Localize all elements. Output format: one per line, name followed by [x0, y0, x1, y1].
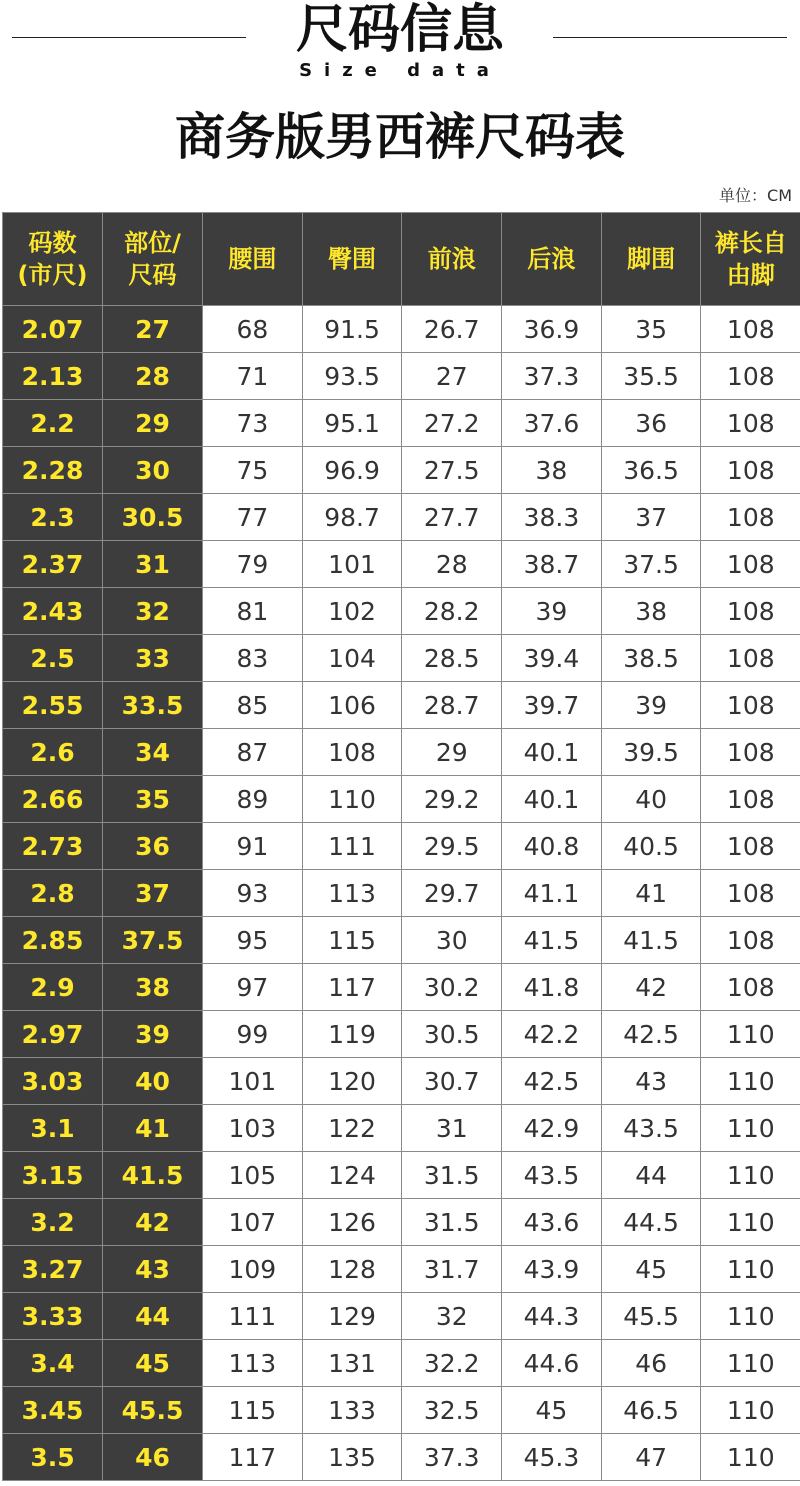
column-header: 前浪	[402, 213, 502, 306]
size-cell: 38	[103, 964, 203, 1011]
measurement-cell: 93	[203, 870, 303, 917]
size-cell: 41.5	[103, 1152, 203, 1199]
table-row	[3, 682, 800, 729]
size-cell: 32	[103, 588, 203, 635]
measurement-cell: 36.5	[601, 447, 701, 494]
measurement-cell: 44	[601, 1152, 701, 1199]
column-header: 部位/ 尺码	[103, 213, 203, 306]
size-code-cell: 3.4	[3, 1340, 103, 1387]
measurement-cell: 27.5	[402, 447, 502, 494]
measurement-cell: 44.3	[502, 1293, 602, 1340]
measurement-cell: 37.3	[502, 353, 602, 400]
measurement-cell: 107	[203, 1199, 303, 1246]
size-code-cell: 3.27	[3, 1246, 103, 1293]
measurement-cell: 28.5	[402, 635, 502, 682]
measurement-cell: 117	[302, 964, 402, 1011]
size-code-cell: 3.03	[3, 1058, 103, 1105]
measurement-cell: 104	[302, 635, 402, 682]
size-cell: 45	[103, 1340, 203, 1387]
measurement-cell: 28.2	[402, 588, 502, 635]
size-cell: 34	[103, 729, 203, 776]
measurement-cell: 40.8	[502, 823, 602, 870]
measurement-cell: 108	[701, 588, 800, 635]
measurement-cell: 32.2	[402, 1340, 502, 1387]
size-table	[2, 212, 800, 1481]
measurement-cell: 110	[701, 1199, 800, 1246]
measurement-cell: 32	[402, 1293, 502, 1340]
table-row	[3, 353, 800, 400]
measurement-cell: 40.5	[601, 823, 701, 870]
measurement-cell: 110	[701, 1387, 800, 1434]
measurement-cell: 131	[302, 1340, 402, 1387]
measurement-cell: 30.7	[402, 1058, 502, 1105]
measurement-cell: 87	[203, 729, 303, 776]
size-code-cell: 3.15	[3, 1152, 103, 1199]
measurement-cell: 38.3	[502, 494, 602, 541]
measurement-cell: 106	[302, 682, 402, 729]
size-cell: 41	[103, 1105, 203, 1152]
measurement-cell: 45	[502, 1387, 602, 1434]
size-cell: 28	[103, 353, 203, 400]
measurement-cell: 108	[701, 823, 800, 870]
table-row	[3, 635, 800, 682]
measurement-cell: 43.9	[502, 1246, 602, 1293]
size-code-cell: 2.55	[3, 682, 103, 729]
measurement-cell: 83	[203, 635, 303, 682]
measurement-cell: 111	[302, 823, 402, 870]
measurement-cell: 38	[601, 588, 701, 635]
table-row	[3, 729, 800, 776]
table-row	[3, 588, 800, 635]
size-cell: 42	[103, 1199, 203, 1246]
measurement-cell: 110	[701, 1152, 800, 1199]
table-body	[3, 306, 800, 1481]
measurement-cell: 41.1	[502, 870, 602, 917]
measurement-cell: 68	[203, 306, 303, 353]
column-header: 腰围	[203, 213, 303, 306]
measurement-cell: 113	[302, 870, 402, 917]
measurement-cell: 108	[701, 776, 800, 823]
column-header: 裤长自 由脚	[701, 213, 800, 306]
size-cell: 29	[103, 400, 203, 447]
measurement-cell: 43.5	[502, 1152, 602, 1199]
measurement-cell: 27.7	[402, 494, 502, 541]
size-code-cell: 2.97	[3, 1011, 103, 1058]
table-row	[3, 1199, 800, 1246]
measurement-cell: 28	[402, 541, 502, 588]
measurement-cell: 110	[701, 1340, 800, 1387]
measurement-cell: 36.9	[502, 306, 602, 353]
size-code-cell: 2.5	[3, 635, 103, 682]
measurement-cell: 105	[203, 1152, 303, 1199]
measurement-cell: 29.7	[402, 870, 502, 917]
measurement-cell: 71	[203, 353, 303, 400]
section-title-cn: 尺码信息	[295, 0, 504, 60]
measurement-cell: 93.5	[302, 353, 402, 400]
measurement-cell: 108	[701, 353, 800, 400]
measurement-cell: 38.5	[601, 635, 701, 682]
measurement-cell: 95.1	[302, 400, 402, 447]
size-cell: 44	[103, 1293, 203, 1340]
size-cell: 37.5	[103, 917, 203, 964]
page-title: 商务版男西裤尺码表	[175, 108, 625, 166]
size-code-cell: 2.43	[3, 588, 103, 635]
measurement-cell: 119	[302, 1011, 402, 1058]
measurement-cell: 110	[701, 1246, 800, 1293]
measurement-cell: 108	[701, 635, 800, 682]
size-code-cell: 2.9	[3, 964, 103, 1011]
measurement-cell: 43.5	[601, 1105, 701, 1152]
table-row	[3, 1387, 800, 1434]
measurement-cell: 30.2	[402, 964, 502, 1011]
measurement-cell: 30.5	[402, 1011, 502, 1058]
size-cell: 45.5	[103, 1387, 203, 1434]
size-cell: 37	[103, 870, 203, 917]
column-header: 码数 (市尺)	[3, 213, 103, 306]
measurement-cell: 124	[302, 1152, 402, 1199]
size-code-cell: 3.5	[3, 1434, 103, 1481]
measurement-cell: 45.5	[601, 1293, 701, 1340]
table-row	[3, 494, 800, 541]
size-cell: 30	[103, 447, 203, 494]
size-code-cell: 3.45	[3, 1387, 103, 1434]
measurement-cell: 41	[601, 870, 701, 917]
table-row	[3, 447, 800, 494]
table-row	[3, 1105, 800, 1152]
measurement-cell: 41.5	[601, 917, 701, 964]
measurement-cell: 108	[701, 306, 800, 353]
measurement-cell: 115	[302, 917, 402, 964]
measurement-cell: 31.5	[402, 1152, 502, 1199]
measurement-cell: 27.2	[402, 400, 502, 447]
column-header: 后浪	[502, 213, 602, 306]
measurement-cell: 37.5	[601, 541, 701, 588]
size-code-cell: 2.37	[3, 541, 103, 588]
table-row	[3, 1340, 800, 1387]
measurement-cell: 37.6	[502, 400, 602, 447]
size-cell: 33	[103, 635, 203, 682]
measurement-cell: 95	[203, 917, 303, 964]
measurement-cell: 108	[701, 447, 800, 494]
measurement-cell: 45	[601, 1246, 701, 1293]
measurement-cell: 79	[203, 541, 303, 588]
measurement-cell: 81	[203, 588, 303, 635]
size-code-cell: 2.07	[3, 306, 103, 353]
measurement-cell: 46	[601, 1340, 701, 1387]
measurement-cell: 31.7	[402, 1246, 502, 1293]
size-cell: 31	[103, 541, 203, 588]
section-title-en: Size data	[299, 60, 501, 81]
size-cell: 30.5	[103, 494, 203, 541]
table-row	[3, 541, 800, 588]
measurement-cell: 98.7	[302, 494, 402, 541]
measurement-cell: 75	[203, 447, 303, 494]
table-row	[3, 1152, 800, 1199]
measurement-cell: 39.4	[502, 635, 602, 682]
measurement-cell: 108	[701, 870, 800, 917]
size-cell: 36	[103, 823, 203, 870]
section-header	[0, 0, 800, 90]
measurement-cell: 108	[701, 400, 800, 447]
measurement-cell: 43.6	[502, 1199, 602, 1246]
measurement-cell: 101	[203, 1058, 303, 1105]
table-row	[3, 400, 800, 447]
measurement-cell: 40	[601, 776, 701, 823]
measurement-cell: 110	[701, 1105, 800, 1152]
table-row	[3, 776, 800, 823]
measurement-cell: 99	[203, 1011, 303, 1058]
measurement-cell: 39.7	[502, 682, 602, 729]
measurement-cell: 30	[402, 917, 502, 964]
measurement-cell: 120	[302, 1058, 402, 1105]
measurement-cell: 77	[203, 494, 303, 541]
measurement-cell: 38.7	[502, 541, 602, 588]
measurement-cell: 126	[302, 1199, 402, 1246]
measurement-cell: 103	[203, 1105, 303, 1152]
size-code-cell: 2.6	[3, 729, 103, 776]
size-code-cell: 3.33	[3, 1293, 103, 1340]
measurement-cell: 85	[203, 682, 303, 729]
measurement-cell: 29.2	[402, 776, 502, 823]
measurement-cell: 129	[302, 1293, 402, 1340]
measurement-cell: 117	[203, 1434, 303, 1481]
table-row	[3, 1246, 800, 1293]
measurement-cell: 40.1	[502, 729, 602, 776]
table-row	[3, 1293, 800, 1340]
table-row	[3, 823, 800, 870]
measurement-cell: 73	[203, 400, 303, 447]
measurement-cell: 42.5	[601, 1011, 701, 1058]
measurement-cell: 108	[701, 541, 800, 588]
size-cell: 33.5	[103, 682, 203, 729]
measurement-cell: 108	[701, 494, 800, 541]
measurement-cell: 26.7	[402, 306, 502, 353]
size-cell: 35	[103, 776, 203, 823]
measurement-cell: 36	[601, 400, 701, 447]
unit-label: 单位：CM	[719, 186, 792, 205]
table-row	[3, 1434, 800, 1481]
table-row	[3, 306, 800, 353]
measurement-cell: 27	[402, 353, 502, 400]
table-row	[3, 964, 800, 1011]
measurement-cell: 43	[601, 1058, 701, 1105]
measurement-cell: 91.5	[302, 306, 402, 353]
measurement-cell: 29	[402, 729, 502, 776]
measurement-cell: 42.9	[502, 1105, 602, 1152]
measurement-cell: 32.5	[402, 1387, 502, 1434]
size-code-cell: 3.1	[3, 1105, 103, 1152]
measurement-cell: 108	[701, 917, 800, 964]
measurement-cell: 108	[701, 729, 800, 776]
measurement-cell: 97	[203, 964, 303, 1011]
measurement-cell: 111	[203, 1293, 303, 1340]
measurement-cell: 122	[302, 1105, 402, 1152]
measurement-cell: 38	[502, 447, 602, 494]
measurement-cell: 31	[402, 1105, 502, 1152]
size-cell: 40	[103, 1058, 203, 1105]
measurement-cell: 29.5	[402, 823, 502, 870]
measurement-cell: 45.3	[502, 1434, 602, 1481]
measurement-cell: 28.7	[402, 682, 502, 729]
table-row	[3, 917, 800, 964]
size-code-cell: 2.73	[3, 823, 103, 870]
measurement-cell: 41.5	[502, 917, 602, 964]
size-cell: 27	[103, 306, 203, 353]
measurement-cell: 39	[502, 588, 602, 635]
measurement-cell: 44.6	[502, 1340, 602, 1387]
measurement-cell: 108	[701, 682, 800, 729]
measurement-cell: 135	[302, 1434, 402, 1481]
size-code-cell: 3.2	[3, 1199, 103, 1246]
table-row	[3, 1058, 800, 1105]
column-header: 臀围	[302, 213, 402, 306]
measurement-cell: 110	[701, 1293, 800, 1340]
measurement-cell: 110	[701, 1058, 800, 1105]
measurement-cell: 42.5	[502, 1058, 602, 1105]
measurement-cell: 42.2	[502, 1011, 602, 1058]
measurement-cell: 91	[203, 823, 303, 870]
measurement-cell: 39	[601, 682, 701, 729]
measurement-cell: 89	[203, 776, 303, 823]
size-code-cell: 2.28	[3, 447, 103, 494]
size-cell: 43	[103, 1246, 203, 1293]
measurement-cell: 110	[701, 1011, 800, 1058]
measurement-cell: 128	[302, 1246, 402, 1293]
column-header: 脚围	[601, 213, 701, 306]
size-cell: 39	[103, 1011, 203, 1058]
measurement-cell: 44.5	[601, 1199, 701, 1246]
size-code-cell: 2.3	[3, 494, 103, 541]
measurement-cell: 39.5	[601, 729, 701, 776]
size-code-cell: 2.85	[3, 917, 103, 964]
measurement-cell: 41.8	[502, 964, 602, 1011]
table-header-row	[3, 213, 800, 306]
size-cell: 46	[103, 1434, 203, 1481]
measurement-cell: 110	[302, 776, 402, 823]
size-code-cell: 2.66	[3, 776, 103, 823]
measurement-cell: 37.3	[402, 1434, 502, 1481]
measurement-cell: 101	[302, 541, 402, 588]
measurement-cell: 40.1	[502, 776, 602, 823]
measurement-cell: 113	[203, 1340, 303, 1387]
measurement-cell: 46.5	[601, 1387, 701, 1434]
measurement-cell: 47	[601, 1434, 701, 1481]
measurement-cell: 108	[701, 964, 800, 1011]
measurement-cell: 35.5	[601, 353, 701, 400]
measurement-cell: 35	[601, 306, 701, 353]
measurement-cell: 109	[203, 1246, 303, 1293]
table-row	[3, 1011, 800, 1058]
measurement-cell: 31.5	[402, 1199, 502, 1246]
table-row	[3, 870, 800, 917]
measurement-cell: 42	[601, 964, 701, 1011]
measurement-cell: 102	[302, 588, 402, 635]
measurement-cell: 133	[302, 1387, 402, 1434]
size-code-cell: 2.13	[3, 353, 103, 400]
size-code-cell: 2.2	[3, 400, 103, 447]
measurement-cell: 108	[302, 729, 402, 776]
measurement-cell: 37	[601, 494, 701, 541]
measurement-cell: 96.9	[302, 447, 402, 494]
measurement-cell: 110	[701, 1434, 800, 1481]
size-code-cell: 2.8	[3, 870, 103, 917]
measurement-cell: 115	[203, 1387, 303, 1434]
